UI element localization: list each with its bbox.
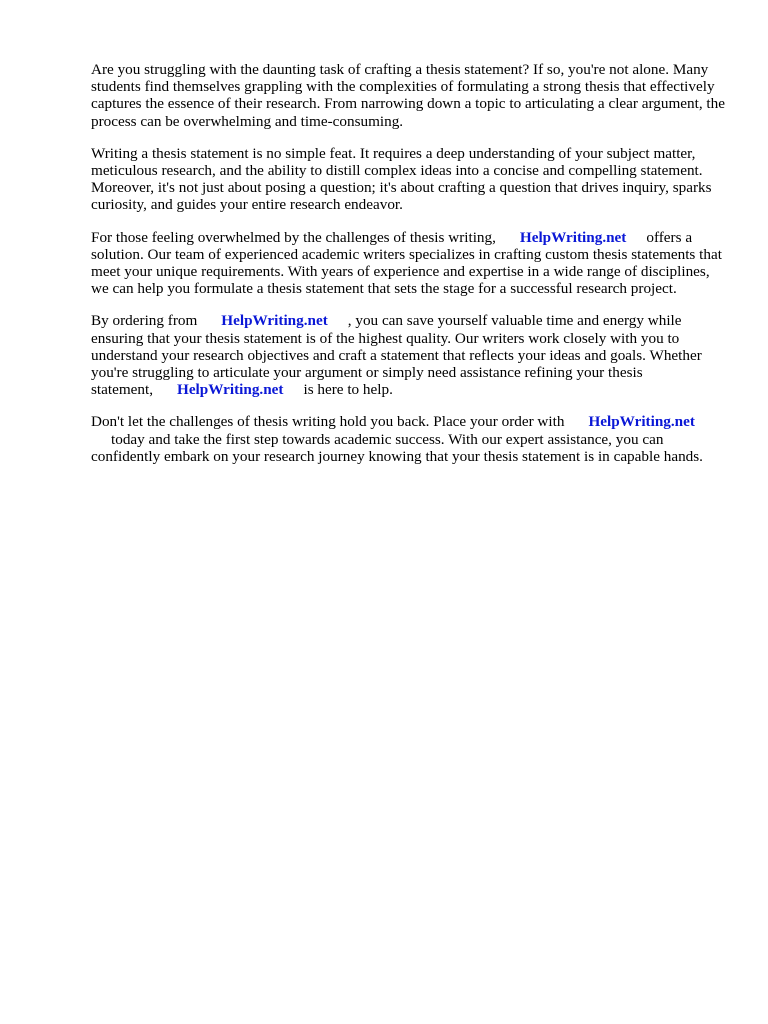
paragraph-ordering — [91, 312, 731, 398]
paragraph-requirements: Writing a thesis statement is no simple feat. It requires a deep understanding of your subject matter, meticulous research, and the ability to distill complex ideas into a concise and compelling statement. Moreover, it's not just about posing a question; it's about crafting a question that drives inquiry, sparks curiosity, and guides your entire research endeavor. — [91, 144, 712, 214]
paragraph-solution-text-before: For those feeling overwhelmed by the challenges of thesis writing, — [91, 228, 496, 246]
paragraph-ordering-text-before: By ordering from — [91, 312, 198, 330]
helpwriting-link-1[interactable]: HelpWriting.net — [519, 228, 627, 246]
paragraph-intro: Are you struggling with the daunting task of crafting a thesis statement? If so, you're not alone. Many students find themselves grappling with the complexities of formulating a strong thesis that effectively captures the essence of their research. From narrowing down a topic to articulating a clear argument, the process can be overwhelming and time-consuming. — [91, 61, 725, 130]
helpwriting-link-4[interactable]: HelpWriting.net — [588, 413, 695, 431]
paragraph-ordering-text-after: is here to help. — [303, 381, 393, 399]
paragraph-solution-text-after: offers a solution. Our team of experienced academic writers specializes in crafting custom thesis statements that meet your unique requirements. With years of experience and expertise in a wide range of disciplines, we can help you formulate a thesis statement that sets the stage for a successful research project. — [91, 228, 722, 298]
paragraph-closing-text-before: Don't let the challenges of thesis writing hold you back. Place your order with — [91, 413, 565, 431]
paragraph-closing — [91, 413, 731, 465]
paragraph-closing-text-after: today and take the first step towards academic success. With our expert assistance, you can confidently embark on your research journey knowing that your thesis statement is in capable hands. — [91, 430, 703, 465]
paragraph-ordering-text-middle: , you can save yourself valuable time and energy while ensuring that your thesis statement is of the highest quality. Our writers work closely with you to understand your research objectives and craft a statement that reflects your ideas and goals. Whether you're struggling to articulate your argument or simply need assistance refining your thesis statement, — [91, 312, 702, 399]
document-page — [91, 61, 731, 480]
helpwriting-link-3[interactable]: HelpWriting.net — [177, 381, 284, 399]
helpwriting-link-2[interactable]: HelpWriting.net — [221, 312, 328, 330]
paragraph-solution — [91, 229, 731, 298]
